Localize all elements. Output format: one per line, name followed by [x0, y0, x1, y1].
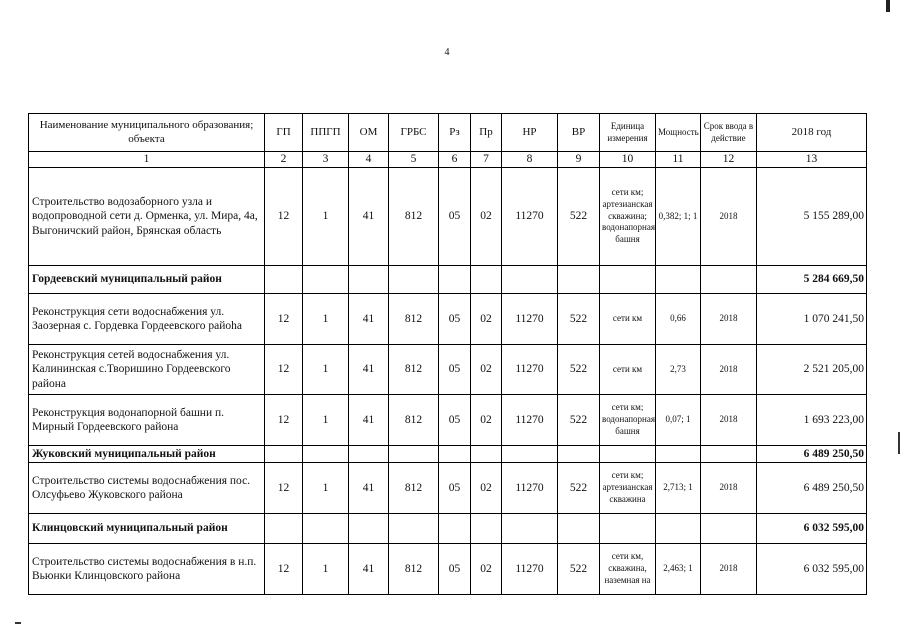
cell-grbs [389, 446, 439, 463]
table-row [29, 463, 867, 514]
column-number: 10 [600, 152, 656, 168]
cell-grbs: 812 [389, 345, 439, 395]
header-rz: Рз [439, 114, 471, 152]
cell-ppgp: 1 [303, 463, 349, 514]
column-number-row [29, 152, 867, 168]
cell-capacity: 2,73 [656, 345, 701, 395]
object-name: Реконструкция сети водоснабжения ул. Заозерная с. Гордевка Гордеевского райоhа [29, 294, 265, 345]
cell-ppgp [303, 266, 349, 294]
table-row [29, 345, 867, 395]
cell-rz: 05 [439, 544, 471, 595]
cell-amount: 6 032 595,00 [757, 514, 867, 544]
column-number: 2 [265, 152, 303, 168]
cell-rz: 05 [439, 168, 471, 266]
cell-om: 41 [349, 395, 389, 446]
cell-nr: 11270 [502, 395, 558, 446]
header-vr: ВР [558, 114, 600, 152]
cell-ppgp: 1 [303, 345, 349, 395]
cell-vr: 522 [558, 544, 600, 595]
cell-om [349, 514, 389, 544]
cell-gp [265, 514, 303, 544]
header-unit: Единица измерения [600, 114, 656, 152]
header-pr: Пр [471, 114, 502, 152]
cell-capacity: 2,463; 1 [656, 544, 701, 595]
column-number: 6 [439, 152, 471, 168]
cell-om [349, 446, 389, 463]
cell-unit [600, 266, 656, 294]
cell-pr: 02 [471, 345, 502, 395]
cell-capacity: 2,713; 1 [656, 463, 701, 514]
cell-ppgp: 1 [303, 395, 349, 446]
cell-amount: 6 489 250,50 [757, 446, 867, 463]
cell-amount: 5 155 289,00 [757, 168, 867, 266]
object-name: Реконструкция водонапорной башни п. Мирный Гордеевского района [29, 395, 265, 446]
cell-gp [265, 266, 303, 294]
cell-ppgp [303, 514, 349, 544]
header-ppgp: ППГП [303, 114, 349, 152]
header-nr: НР [502, 114, 558, 152]
table-row [29, 294, 867, 345]
column-number: 12 [701, 152, 757, 168]
column-number: 13 [757, 152, 867, 168]
column-number: 8 [502, 152, 558, 168]
cell-capacity: 0,382; 1; 1 [656, 168, 701, 266]
scan-corner-mark [886, 0, 890, 12]
cell-grbs [389, 514, 439, 544]
district-row [29, 446, 867, 463]
cell-grbs: 812 [389, 395, 439, 446]
cell-vr: 522 [558, 345, 600, 395]
cell-grbs: 812 [389, 463, 439, 514]
cell-vr: 522 [558, 168, 600, 266]
cell-rz [439, 446, 471, 463]
cell-om: 41 [349, 544, 389, 595]
header-om: ОМ [349, 114, 389, 152]
cell-term: 2018 [701, 168, 757, 266]
cell-nr: 11270 [502, 463, 558, 514]
table-row [29, 395, 867, 446]
cell-amount: 5 284 669,50 [757, 266, 867, 294]
scan-edge-mark [898, 432, 900, 454]
district-name: Гордеевский муниципальный район [29, 266, 265, 294]
scan-edge-mark [15, 622, 21, 624]
cell-om: 41 [349, 463, 389, 514]
cell-term [701, 266, 757, 294]
cell-term: 2018 [701, 395, 757, 446]
header-name: Наименование муниципального образования; объекта [29, 114, 265, 152]
cell-capacity [656, 266, 701, 294]
cell-grbs: 812 [389, 544, 439, 595]
district-row [29, 266, 867, 294]
table-row [29, 544, 867, 595]
cell-unit: сети км [600, 294, 656, 345]
cell-capacity: 0,07; 1 [656, 395, 701, 446]
cell-pr: 02 [471, 395, 502, 446]
cell-rz: 05 [439, 463, 471, 514]
cell-om: 41 [349, 168, 389, 266]
cell-unit: сети км; артезианская скважина [600, 463, 656, 514]
cell-pr: 02 [471, 463, 502, 514]
cell-nr: 11270 [502, 544, 558, 595]
cell-rz: 05 [439, 294, 471, 345]
cell-rz [439, 514, 471, 544]
cell-term: 2018 [701, 345, 757, 395]
cell-om: 41 [349, 345, 389, 395]
cell-gp: 12 [265, 544, 303, 595]
cell-amount: 6 489 250,50 [757, 463, 867, 514]
cell-unit: сети км, скважина, наземная на [600, 544, 656, 595]
header-grbs: ГРБС [389, 114, 439, 152]
cell-gp: 12 [265, 294, 303, 345]
cell-vr [558, 446, 600, 463]
cell-pr [471, 446, 502, 463]
cell-grbs: 812 [389, 168, 439, 266]
budget-table [28, 113, 867, 595]
cell-vr: 522 [558, 463, 600, 514]
cell-grbs: 812 [389, 294, 439, 345]
cell-term [701, 446, 757, 463]
cell-grbs [389, 266, 439, 294]
cell-unit: сети км; артезианская скважина; водонапорная башня [600, 168, 656, 266]
cell-rz [439, 266, 471, 294]
header-gp: ГП [265, 114, 303, 152]
cell-capacity [656, 514, 701, 544]
object-name: Строительство водозаборного узла и водопроводной сети д. Орменка, ул. Мира, 4а, Выгоничский район, Брянская область [29, 168, 265, 266]
cell-nr [502, 446, 558, 463]
cell-unit: сети км; водонапорная башня [600, 395, 656, 446]
object-name: Строительство системы водоснабжения пос. Олсуфьево Жуковского района [29, 463, 265, 514]
cell-pr: 02 [471, 168, 502, 266]
cell-om [349, 266, 389, 294]
column-number: 4 [349, 152, 389, 168]
cell-pr [471, 266, 502, 294]
cell-rz: 05 [439, 345, 471, 395]
column-number: 1 [29, 152, 265, 168]
cell-pr: 02 [471, 294, 502, 345]
cell-nr [502, 266, 558, 294]
cell-rz: 05 [439, 395, 471, 446]
cell-ppgp [303, 446, 349, 463]
cell-capacity [656, 446, 701, 463]
cell-term: 2018 [701, 294, 757, 345]
column-number: 7 [471, 152, 502, 168]
cell-amount: 1 693 223,00 [757, 395, 867, 446]
cell-amount: 6 032 595,00 [757, 544, 867, 595]
cell-gp [265, 446, 303, 463]
cell-ppgp: 1 [303, 168, 349, 266]
column-number: 3 [303, 152, 349, 168]
cell-term [701, 514, 757, 544]
cell-amount: 1 070 241,50 [757, 294, 867, 345]
cell-unit: сети км [600, 345, 656, 395]
column-number: 5 [389, 152, 439, 168]
cell-om: 41 [349, 294, 389, 345]
cell-term: 2018 [701, 544, 757, 595]
table-row [29, 168, 867, 266]
cell-vr: 522 [558, 395, 600, 446]
cell-vr: 522 [558, 294, 600, 345]
cell-gp: 12 [265, 395, 303, 446]
cell-nr [502, 514, 558, 544]
cell-amount: 2 521 205,00 [757, 345, 867, 395]
object-name: Строительство системы водоснабжения в н.п. Вьюнки Клинцовского района [29, 544, 265, 595]
cell-gp: 12 [265, 168, 303, 266]
header-year: 2018 год [757, 114, 867, 152]
cell-unit [600, 514, 656, 544]
header-term: Срок ввода в действие [701, 114, 757, 152]
district-name: Жуковский муниципальный район [29, 446, 265, 463]
cell-ppgp: 1 [303, 544, 349, 595]
district-name: Клинцовский муниципальный район [29, 514, 265, 544]
district-row [29, 514, 867, 544]
cell-vr [558, 266, 600, 294]
table-header-row [29, 114, 867, 152]
column-number: 9 [558, 152, 600, 168]
page-number: 4 [444, 47, 450, 58]
cell-unit [600, 446, 656, 463]
cell-capacity: 0,66 [656, 294, 701, 345]
cell-vr [558, 514, 600, 544]
cell-pr: 02 [471, 544, 502, 595]
cell-term: 2018 [701, 463, 757, 514]
cell-gp: 12 [265, 345, 303, 395]
cell-pr [471, 514, 502, 544]
header-capacity: Мощность [656, 114, 701, 152]
column-number: 11 [656, 152, 701, 168]
object-name: Реконструкция сетей водоснабжения ул. Калининская с.Творишино Гордеевского района [29, 345, 265, 395]
cell-nr: 11270 [502, 294, 558, 345]
cell-ppgp: 1 [303, 294, 349, 345]
cell-gp: 12 [265, 463, 303, 514]
cell-nr: 11270 [502, 168, 558, 266]
cell-nr: 11270 [502, 345, 558, 395]
